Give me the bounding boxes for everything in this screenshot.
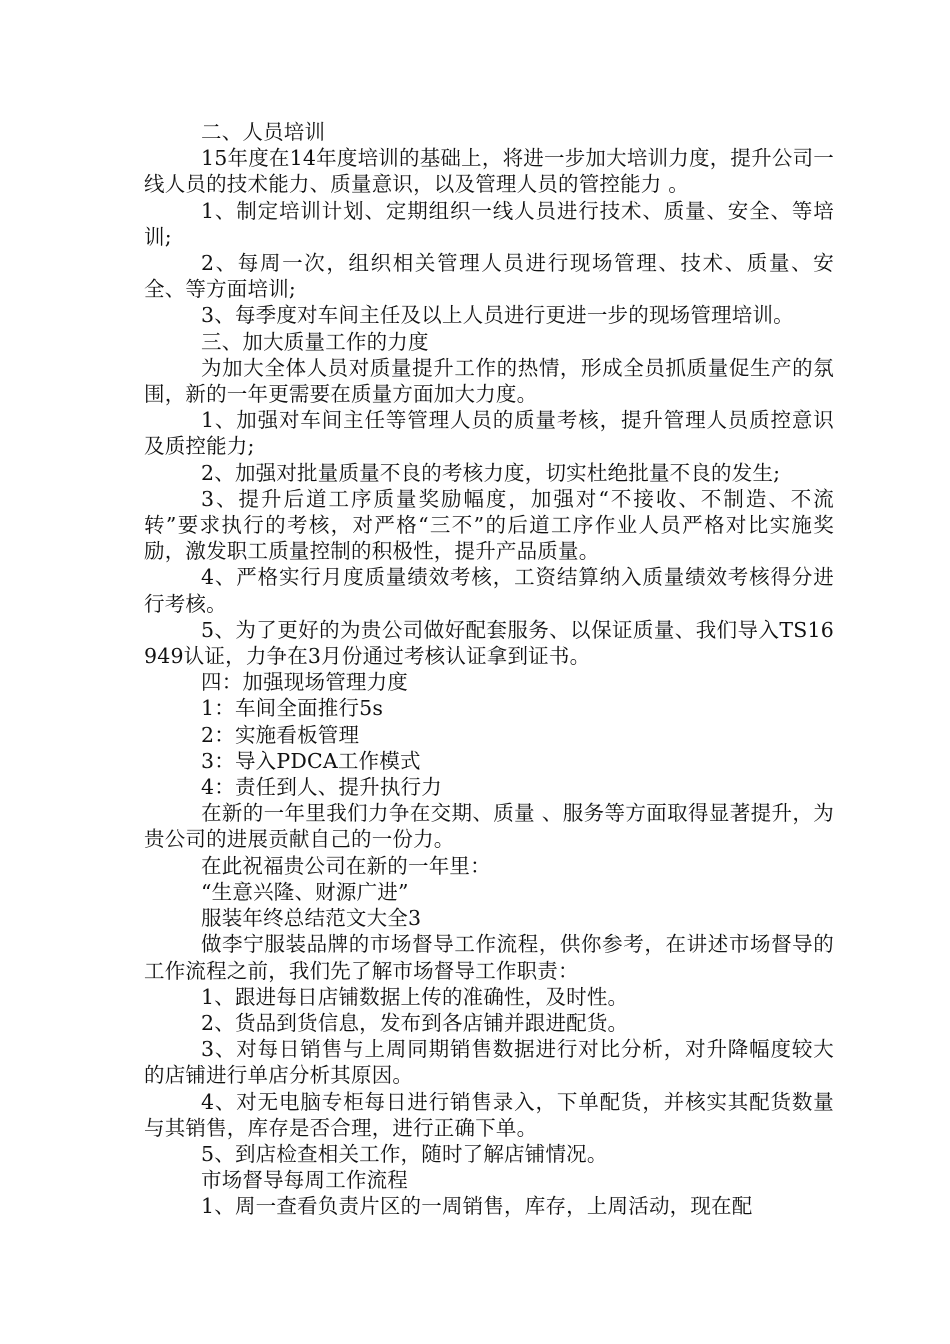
list-item: 3、提升后道工序质量奖励幅度，加强对“不接收、不制造、不流转”要求执行的考核，对严格“三不”的后道工序作业人员严格对比实施奖励，激发职工质量控制的积极性，提升产品质量。 [144,486,834,564]
paragraph: 在此祝福贵公司在新的一年里： [201,853,491,878]
list-item: 2、货品到货信息，发布到各店铺并跟进配货。 [201,1010,629,1035]
section-heading: 二、人员培训 [201,120,326,144]
list-item: 2、每周一次，组织相关管理人员进行现场管理、技术、质量、安全、等方面培训; [144,251,834,302]
list-item: 3、对每日销售与上周同期销售数据进行对比分析，对升降幅度较大的店铺进行单店分析其原因。 [144,1037,834,1088]
paragraph: 做李宁服装品牌的市场督导工作流程，供你参考，在讲述市场督导的工作流程之前，我们先了解市场督导工作职责： [144,932,834,983]
section-heading: 市场督导每周工作流程 [201,1168,408,1193]
paragraph: 在新的一年里我们力争在交期、质量 、服务等方面取得显著提升，为贵公司的进展贡献自己的一份力。 [144,801,834,852]
list-item: 1、跟进每日店铺数据上传的准确性，及时性。 [201,984,629,1009]
list-item: 4、对无电脑专柜每日进行销售录入，下单配货，并核实其配货数量与其销售，库存是否合理，进行正确下单。 [144,1089,834,1140]
section-heading: 四：加强现场管理力度 [201,670,408,695]
document-body [144,119,834,1220]
list-item: 5、为了更好的为贵公司做好配套服务、以保证质量、我们导入TS16949认证，力争在3月份通过考核认证拿到证书。 [144,617,834,669]
paragraph: 15年度在14年度培训的基础上，将进一步加大培训力度，提升公司一线人员的技术能力、质量意识，以及管理人员的管控能力 。 [144,146,834,197]
list-item: 2、加强对批量质量不良的考核力度，切实杜绝批量不良的发生; [201,460,781,485]
list-item: 3、每季度对车间主任及以上人员进行更进一步的现场管理培训。 [201,303,794,328]
list-item: 1、加强对车间主任等管理人员的质量考核，提升管理人员质控意识及质控能力; [144,408,834,459]
list-item: 1、制定培训计划、定期组织一线人员进行技术、质量、安全、等培训; [144,198,834,249]
article-title: 服装年终总结范文大全3 [201,906,422,931]
list-item: 4、严格实行月度质量绩效考核，工资结算纳入质量绩效考核得分进行考核。 [144,565,834,616]
list-item: 5、到店检查相关工作，随时了解店铺情况。 [201,1141,608,1166]
list-item: 1：车间全面推行5s [201,696,384,721]
paragraph: 为加大全体人员对质量提升工作的热情，形成全员抓质量促生产的氛围，新的一年更需要在质量方面加大力度。 [144,355,834,407]
list-item: 3：导入PDCA工作模式 [201,748,421,773]
list-item: 4：责任到人、提升执行力 [201,775,442,800]
paragraph: “生意兴隆、财源广进” [201,879,409,904]
section-heading: 三、加大质量工作的力度 [201,329,429,354]
list-item: 1、周一查看负责片区的一周销售，库存，上周活动，现在配 [201,1194,753,1219]
list-item: 2：实施看板管理 [201,722,360,747]
